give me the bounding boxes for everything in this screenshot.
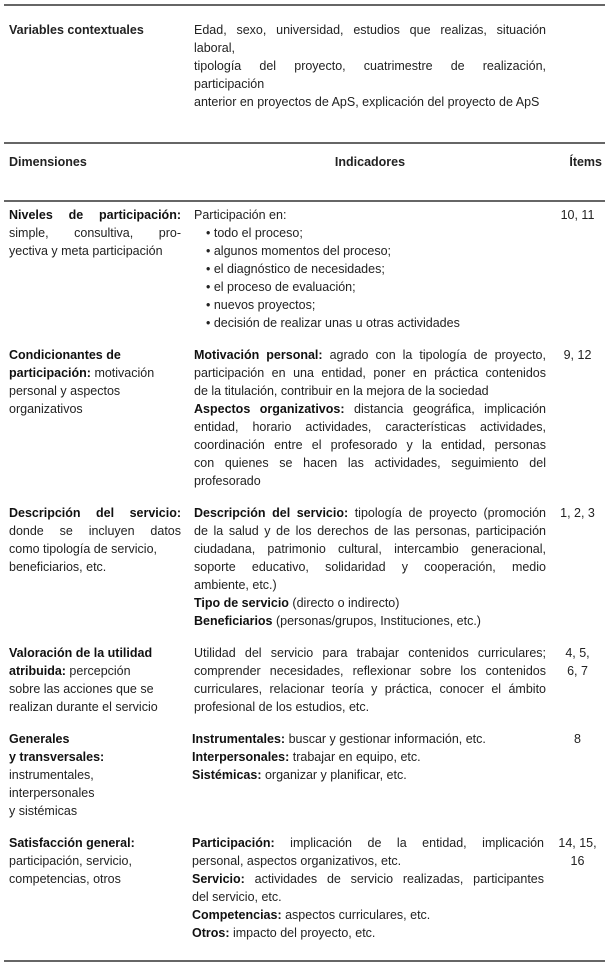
- line-text: • todo el proceso;: [206, 226, 303, 240]
- line-text: • el proceso de evaluación;: [206, 280, 356, 294]
- dimension-cell: [9, 206, 181, 260]
- text-line: [194, 522, 546, 540]
- bold-label: Motivación personal:: [194, 348, 323, 362]
- text-line: [194, 576, 546, 594]
- indicators-cell: [194, 206, 546, 332]
- line-text: como tipología de servicio,: [9, 542, 157, 556]
- item-numbers: 8: [574, 732, 581, 746]
- text-line: [192, 766, 544, 784]
- text-line: [194, 504, 546, 522]
- table-row-valoracion-utilidad: [0, 630, 605, 716]
- text-line: [194, 206, 546, 224]
- bold-label: Satisfacción general:: [9, 836, 135, 850]
- text-line: [194, 472, 546, 490]
- item-numbers: 4, 5,: [565, 646, 590, 660]
- bold-label: Valoración de la utilidad: [9, 646, 153, 660]
- text-line: [194, 558, 546, 576]
- text-line: [9, 558, 181, 576]
- bold-label: Descripción del servicio:: [9, 506, 181, 520]
- contextual-variables-row: [0, 6, 605, 111]
- bold-label: Beneficiarios: [194, 614, 273, 628]
- bold-label: Aspectos organizativos:: [194, 402, 345, 416]
- text-line: [194, 364, 546, 382]
- bold-label: Niveles de participación:: [9, 208, 181, 222]
- bold-label: y transversales:: [9, 750, 105, 764]
- line-text: organizar y planificar, etc.: [261, 768, 407, 782]
- line-text: personal, aspectos organizativos, etc.: [192, 854, 402, 868]
- text-line: [9, 834, 181, 852]
- line-text: organizativos: [9, 402, 83, 416]
- text-line: [194, 662, 546, 680]
- text-line: [192, 906, 544, 924]
- text-line: [9, 346, 181, 364]
- line-text: coordinación entre el profesorado y la entidad, personas: [194, 438, 546, 452]
- line-text: motivación: [90, 366, 155, 380]
- line-text: personal y aspectos: [9, 384, 121, 398]
- line-text: realizan durante el servicio: [9, 700, 158, 714]
- text-line: [9, 540, 181, 558]
- line-text: (personas/grupos, Instituciones, etc.): [272, 614, 481, 628]
- bold-label: Competencias:: [192, 908, 282, 922]
- line-text: profesional de los estudios, etc.: [194, 700, 370, 714]
- text-line: [194, 698, 546, 716]
- contextual-variables-label: Variables contextuales: [9, 23, 144, 37]
- item-numbers: 1, 2, 3: [560, 506, 595, 520]
- line-text: • nuevos proyectos;: [206, 298, 316, 312]
- line-text: aspectos curriculares, etc.: [281, 908, 431, 922]
- text-line: [9, 644, 181, 662]
- line-text: yectiva y meta participación: [9, 244, 163, 258]
- line-text: distancia geográfica, implicación: [344, 402, 546, 416]
- text-line: [192, 924, 544, 942]
- items-cell: [550, 834, 605, 870]
- line-text: Edad, sexo, universidad, estudios que realizas, situación laboral,: [194, 23, 546, 55]
- text-line: [194, 400, 546, 418]
- items-cell: [550, 730, 605, 748]
- text-line: [194, 382, 546, 400]
- text-line: [194, 418, 546, 436]
- line-text: participación en una entidad, poner en práctica contenidos: [194, 366, 546, 380]
- text-line: [9, 400, 181, 418]
- dimension-cell: [9, 346, 181, 418]
- text-line: [194, 278, 546, 296]
- line-text: agrado con la tipología de proyecto,: [322, 348, 546, 362]
- table-row-descripcion-servicio: [0, 490, 605, 630]
- dimension-cell: [9, 504, 181, 576]
- line-text: entidad, horario actividades, características actividades,: [194, 420, 546, 434]
- line-text: y sistémicas: [9, 804, 78, 818]
- line-text: Participación en:: [194, 208, 287, 222]
- line-text: profesorado: [194, 474, 261, 488]
- text-line: [9, 242, 181, 260]
- dimension-cell: [9, 834, 181, 888]
- bold-label: Servicio:: [192, 872, 245, 886]
- line-text: con quienes se hacen las actividades, seguimiento del: [194, 456, 546, 470]
- line-text: tipología de proyecto (promoción: [348, 506, 546, 520]
- line-text: trabajar en equipo, etc.: [289, 750, 421, 764]
- line-text: Utilidad del servicio para trabajar contenidos curriculares;: [194, 646, 546, 660]
- line-text: • el diagnóstico de necesidades;: [206, 262, 385, 276]
- bold-label: Tipo de servicio: [194, 596, 289, 610]
- text-line: [194, 644, 546, 662]
- line-text: soporte educativo, solidaridad y cooperación, medio: [194, 560, 546, 574]
- header-indicadores: Indicadores: [334, 155, 406, 169]
- text-line: [194, 594, 546, 612]
- item-numbers: 10, 11: [560, 208, 595, 222]
- line-text: ambiente, etc.): [194, 578, 277, 592]
- text-line: [194, 21, 546, 57]
- item-numbers: 16: [570, 854, 585, 868]
- items-cell: [550, 644, 605, 680]
- bold-label: Condicionantes de: [9, 348, 121, 362]
- text-line: [192, 888, 544, 906]
- bold-label: Sistémicas:: [192, 768, 262, 782]
- table-row-satisfaccion-general: [0, 820, 605, 942]
- header-dimensiones: Dimensiones: [9, 155, 87, 169]
- text-line: [9, 730, 181, 748]
- text-line: [192, 730, 544, 748]
- text-line: [9, 802, 181, 820]
- table-body: [0, 202, 605, 942]
- text-line: [194, 680, 546, 698]
- items-cell: [550, 346, 605, 364]
- line-text: interpersonales: [9, 786, 95, 800]
- items-cell: [550, 206, 605, 224]
- text-line: [9, 680, 181, 698]
- line-text: instrumentales,: [9, 768, 94, 782]
- text-line: [9, 382, 181, 400]
- item-numbers: 14, 15,: [558, 836, 597, 850]
- line-text: donde se incluyen datos: [9, 524, 181, 538]
- line-text: (directo o indirecto): [288, 596, 400, 610]
- line-text: simple, consultiva, pro-: [9, 226, 181, 240]
- line-text: sobre las acciones que se: [9, 682, 154, 696]
- bold-label: Otros:: [192, 926, 230, 940]
- line-text: del servicio, etc.: [192, 890, 282, 904]
- bold-label: Interpersonales:: [192, 750, 290, 764]
- text-line: [9, 522, 181, 540]
- text-line: [9, 662, 181, 680]
- line-text: buscar y gestionar información, etc.: [285, 732, 486, 746]
- text-line: [9, 224, 181, 242]
- line-text: comprender necesidades, reflexionar sobre los contenidos: [194, 664, 546, 678]
- text-line: [194, 454, 546, 472]
- line-text: participación, servicio,: [9, 854, 132, 868]
- text-line: [194, 612, 546, 630]
- text-line: [192, 852, 544, 870]
- line-text: percepción: [65, 664, 131, 678]
- items-cell: [550, 504, 605, 522]
- line-text: tipología del proyecto, cuatrimestre de realización, participación: [194, 59, 546, 91]
- bold-label: Descripción del servicio:: [194, 506, 349, 520]
- text-line: [192, 834, 544, 852]
- line-text: de la salud y de los derechos de las personas, participación: [194, 524, 546, 538]
- bold-label: Instrumentales:: [192, 732, 286, 746]
- text-line: [9, 748, 181, 766]
- line-text: • decisión de realizar unas u otras actividades: [206, 316, 460, 330]
- table-row-condicionantes-participacion: [0, 332, 605, 490]
- text-line: [194, 224, 546, 242]
- bold-label: atribuida:: [9, 664, 66, 678]
- indicators-cell: [192, 834, 544, 942]
- indicators-cell: [194, 346, 546, 490]
- text-line: [9, 698, 181, 716]
- item-numbers: 9, 12: [563, 348, 592, 362]
- line-text: implicación de la entidad, implicación: [274, 836, 544, 850]
- text-line: [194, 260, 546, 278]
- bold-label: Participación:: [192, 836, 275, 850]
- text-line: [194, 93, 546, 111]
- item-numbers: 6, 7: [567, 664, 588, 678]
- text-line: [9, 852, 181, 870]
- indicators-cell: [194, 644, 546, 716]
- indicators-cell: [192, 730, 544, 784]
- bold-label: participación:: [9, 366, 91, 380]
- table-row-competencias-generales: [0, 716, 605, 820]
- text-line: [194, 314, 546, 332]
- line-text: ciudadana, patrimonio cultural, intercambio generacional,: [194, 542, 546, 556]
- table-header: [0, 144, 605, 200]
- text-line: [9, 766, 181, 784]
- text-line: [9, 206, 181, 224]
- text-line: [194, 296, 546, 314]
- contextual-variables-text: [194, 21, 546, 111]
- line-text: anterior en proyectos de ApS, explicación del proyecto de ApS: [194, 95, 540, 109]
- text-line: [9, 870, 181, 888]
- line-text: de la titulación, contribuir en la mejora de la sociedad: [194, 384, 489, 398]
- line-text: impacto del proyecto, etc.: [229, 926, 376, 940]
- text-line: [194, 346, 546, 364]
- text-line: [9, 784, 181, 802]
- text-line: [9, 504, 181, 522]
- line-text: actividades de servicio realizadas, participantes: [244, 872, 544, 886]
- bold-label: Generales: [9, 732, 70, 746]
- dimension-cell: [9, 644, 181, 716]
- header-items: Ítems: [569, 155, 602, 169]
- indicators-cell: [194, 504, 546, 630]
- text-line: [192, 870, 544, 888]
- text-line: [194, 57, 546, 93]
- text-line: [192, 748, 544, 766]
- line-text: beneficiarios, etc.: [9, 560, 107, 574]
- line-text: competencias, otros: [9, 872, 121, 886]
- text-line: [194, 242, 546, 260]
- table-row-niveles-participacion: [0, 202, 605, 332]
- line-text: • algunos momentos del proceso;: [206, 244, 392, 258]
- line-text: curriculares, relacionar teoría y práctica, conocer el ámbito: [194, 682, 546, 696]
- dimension-cell: [9, 730, 181, 820]
- text-line: [194, 436, 546, 454]
- text-line: [9, 364, 181, 382]
- text-line: [194, 540, 546, 558]
